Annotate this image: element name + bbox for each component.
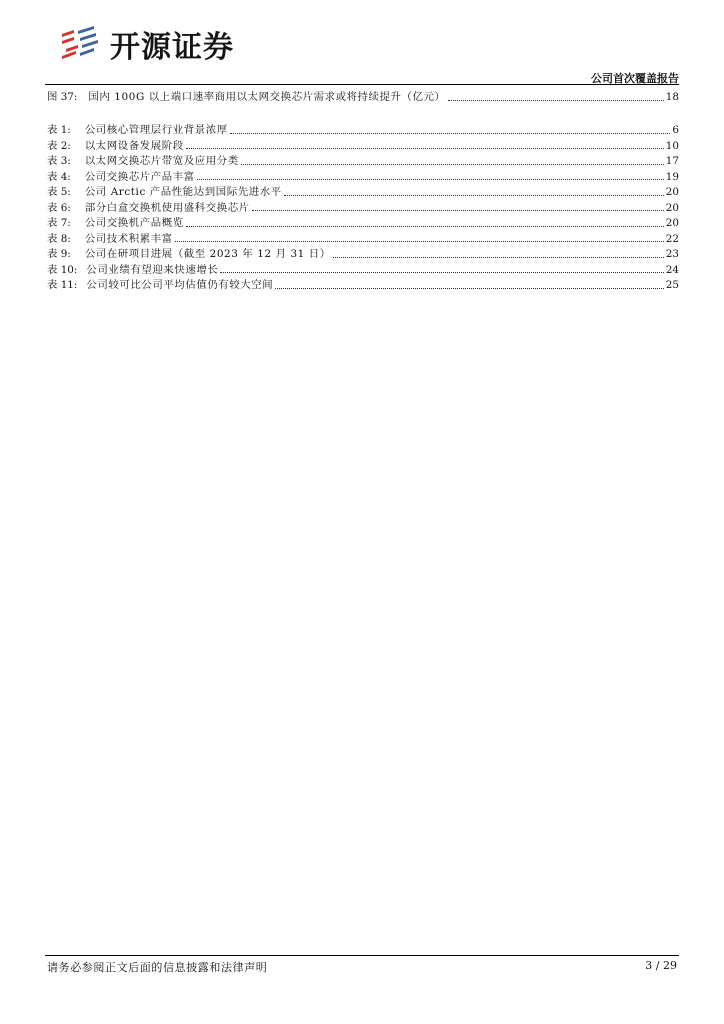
toc-entry-number: 表 2:: [47, 139, 71, 152]
toc-entry-figure-37[interactable]: [47, 87, 679, 103]
toc-entry-page: 25: [665, 279, 679, 292]
kaiyuan-logo-icon: [58, 23, 102, 65]
toc-entry-table-11[interactable]: [47, 275, 679, 291]
toc-entry-table-6[interactable]: [47, 198, 679, 214]
toc-entry-table-7[interactable]: [47, 213, 679, 229]
leader-dots: [241, 163, 664, 165]
toc-entry-title: 公司交换芯片产品丰富: [84, 170, 195, 183]
toc-entry-page: 20: [665, 201, 679, 214]
toc-entry-number: 表 4:: [47, 170, 71, 183]
toc-entry-page: 17: [665, 155, 679, 168]
footer-divider: [45, 955, 679, 956]
toc-entry-number: 表 5:: [47, 186, 71, 199]
toc-entry-title: 以太网交换芯片带宽及应用分类: [84, 155, 239, 168]
leader-dots: [448, 99, 664, 101]
toc-entry-title: 以太网设备发展阶段: [84, 139, 184, 152]
footer-disclaimer: 请务必参阅正文后面的信息披露和法律声明: [47, 961, 268, 974]
toc-entry-title: 公司 Arctic 产品性能达到国际先进水平: [84, 186, 282, 199]
page-number: 3 / 29: [645, 959, 677, 972]
leader-dots: [275, 287, 664, 289]
leader-dots: [186, 225, 664, 227]
toc-entry-title: 公司核心管理层行业背景浓厚: [84, 124, 228, 137]
toc-entry-page: 19: [665, 170, 679, 183]
toc-entry-page: 24: [665, 263, 679, 276]
toc-entry-page: 22: [665, 232, 679, 245]
toc-entry-title: 国内 100G 以上端口速率商用以太网交换芯片需求或将持续提升（亿元）: [88, 91, 446, 104]
toc-entry-page: 23: [665, 248, 679, 261]
toc-entry-number: 表 10:: [47, 263, 78, 276]
toc-entry-table-4[interactable]: [47, 167, 679, 183]
leader-dots: [220, 271, 663, 273]
leader-dots: [175, 240, 664, 242]
toc-entry-title: 公司交换机产品概览: [84, 217, 184, 230]
toc-entry-page: 6: [672, 124, 679, 137]
toc-entry-number: 表 6:: [47, 201, 71, 214]
table-list: [47, 120, 679, 291]
toc-entry-table-3[interactable]: [47, 151, 679, 167]
toc-entry-table-9[interactable]: [47, 244, 679, 260]
toc-entry-title: 公司技术积累丰富: [84, 232, 173, 245]
leader-dots: [252, 209, 664, 211]
toc-entry-number: 表 8:: [47, 232, 71, 245]
logo-wordmark: 开源证券: [110, 30, 234, 65]
report-type-label: 公司首次覆盖报告: [591, 72, 679, 85]
toc-entry-number: 表 9:: [47, 248, 71, 261]
toc-entry-table-5[interactable]: [47, 182, 679, 198]
toc-entry-number: 表 1:: [47, 124, 71, 137]
toc-entry-table-8[interactable]: [47, 229, 679, 245]
toc-entry-number: 图 37:: [47, 91, 78, 104]
toc-entry-number: 表 7:: [47, 217, 71, 230]
toc-entry-title: 公司较可比公司平均估值仍有较大空间: [86, 279, 274, 292]
leader-dots: [230, 132, 671, 134]
toc-entry-title: 公司在研项目进展（截至 2023 年 12 月 31 日）: [84, 248, 331, 261]
leader-dots: [197, 178, 664, 180]
toc-entry-title: 公司业绩有望迎来快速增长: [86, 263, 219, 276]
brand-logo: [58, 22, 234, 66]
toc-entry-table-10[interactable]: [47, 260, 679, 276]
leader-dots: [333, 256, 664, 258]
toc-entry-title: 部分白盒交换机使用盛科交换芯片: [84, 201, 250, 214]
leader-dots: [186, 147, 664, 149]
toc-entry-page: 20: [665, 217, 679, 230]
toc-entry-table-2[interactable]: [47, 136, 679, 152]
toc-entry-number: 表 3:: [47, 155, 71, 168]
toc-entry-page: 10: [665, 139, 679, 152]
toc-entry-page: 20: [665, 186, 679, 199]
toc-entry-number: 表 11:: [47, 279, 78, 292]
toc-entry-table-1[interactable]: [47, 120, 679, 136]
leader-dots: [284, 194, 664, 196]
header-divider: [45, 84, 679, 85]
toc-entry-page: 18: [665, 91, 679, 104]
figure-list: [47, 87, 679, 103]
